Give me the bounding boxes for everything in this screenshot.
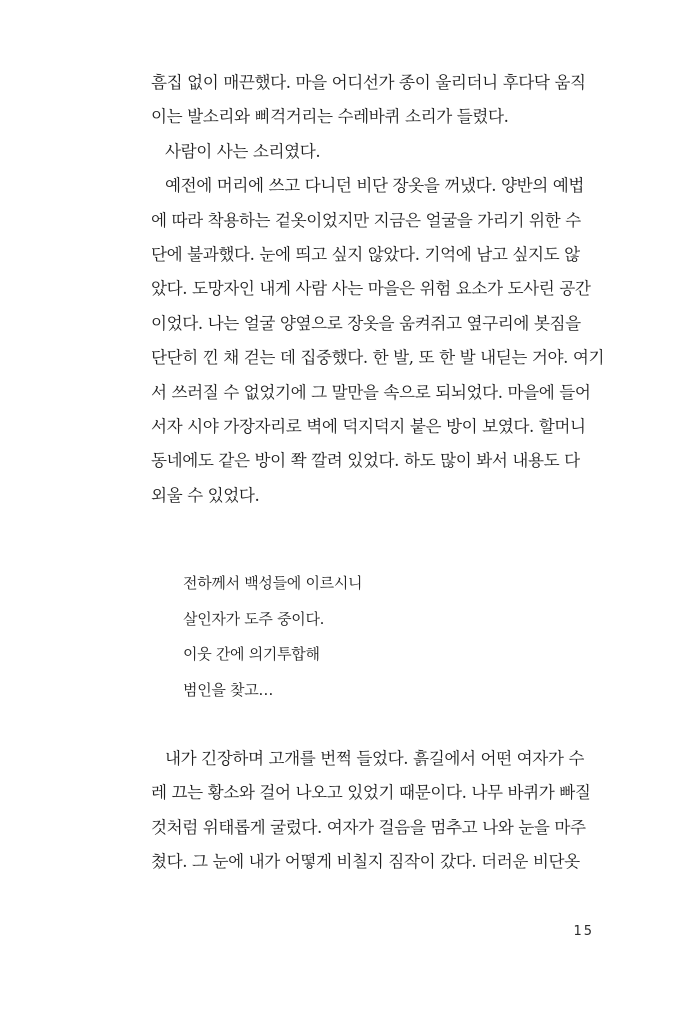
text-line: 내가 긴장하며 고개를 번쩍 들었다. 흙길에서 어떤 여자가 수 xyxy=(165,749,584,768)
text-line: 았다. 도망자인 내게 사람 사는 마을은 위험 요소가 도사린 공간 xyxy=(151,279,591,299)
text-line: 것처럼 위태롭게 굴렀다. 여자가 걸음을 멈추고 나와 눈을 마주 xyxy=(151,817,586,837)
text-line: 외울 수 있었다. xyxy=(151,485,260,505)
text-line: 쳤다. 그 눈에 내가 어떻게 비칠지 짐작이 갔다. 더러운 비단옷 xyxy=(151,852,580,872)
text-line: 단단히 낀 채 걷는 데 집중했다. 한 발, 또 한 발 내딛는 거야. 여기 xyxy=(151,348,605,368)
text-line: 예전에 머리에 쓰고 다니던 비단 장옷을 꺼냈다. 양반의 예법 xyxy=(165,176,584,196)
page-number: 15 xyxy=(573,924,594,939)
text-line: 레 끄는 황소와 걸어 나오고 있었기 때문이다. 나무 바퀴가 빠질 xyxy=(151,783,591,803)
quote-line: 전하께서 백성들에 이르시니 xyxy=(183,574,363,592)
text-line: 흠집 없이 매끈했다. 마을 어디선가 종이 울리더니 후다닥 움직 xyxy=(151,73,586,92)
text-line: 이었다. 나는 얼굴 양옆으로 장옷을 움켜쥐고 옆구리에 봇짐을 xyxy=(151,313,581,333)
notice-quote xyxy=(183,566,563,708)
text-line: 서 쓰러질 수 없었기에 그 말만을 속으로 되뇌었다. 마을에 들어 xyxy=(151,382,591,402)
text-line: 이는 발소리와 삐걱거리는 수레바퀴 소리가 들렸다. xyxy=(151,107,509,127)
text-line: 서자 시야 가장자리로 벽에 덕지덕지 붙은 방이 보였다. 할머니 xyxy=(151,416,586,436)
text-line: 동네에도 같은 방이 쫙 깔려 있었다. 하도 많이 봐서 내용도 다 xyxy=(151,451,580,471)
text-line: 단에 불과했다. 눈에 띄고 싶지 않았다. 기억에 남고 싶지도 않 xyxy=(151,244,580,264)
quote-line: 이웃 간에 의기투합해 xyxy=(183,645,320,663)
text-line: 에 따라 착용하는 겉옷이었지만 지금은 얼굴을 가리기 위한 수 xyxy=(151,210,581,230)
body-text-top xyxy=(151,66,605,513)
quote-line: 살인자가 도주 중이다. xyxy=(183,609,325,628)
quote-line: 범인을 찾고… xyxy=(183,680,274,699)
text-line: 사람이 사는 소리였다. xyxy=(165,141,321,161)
body-text-bottom xyxy=(151,742,591,880)
